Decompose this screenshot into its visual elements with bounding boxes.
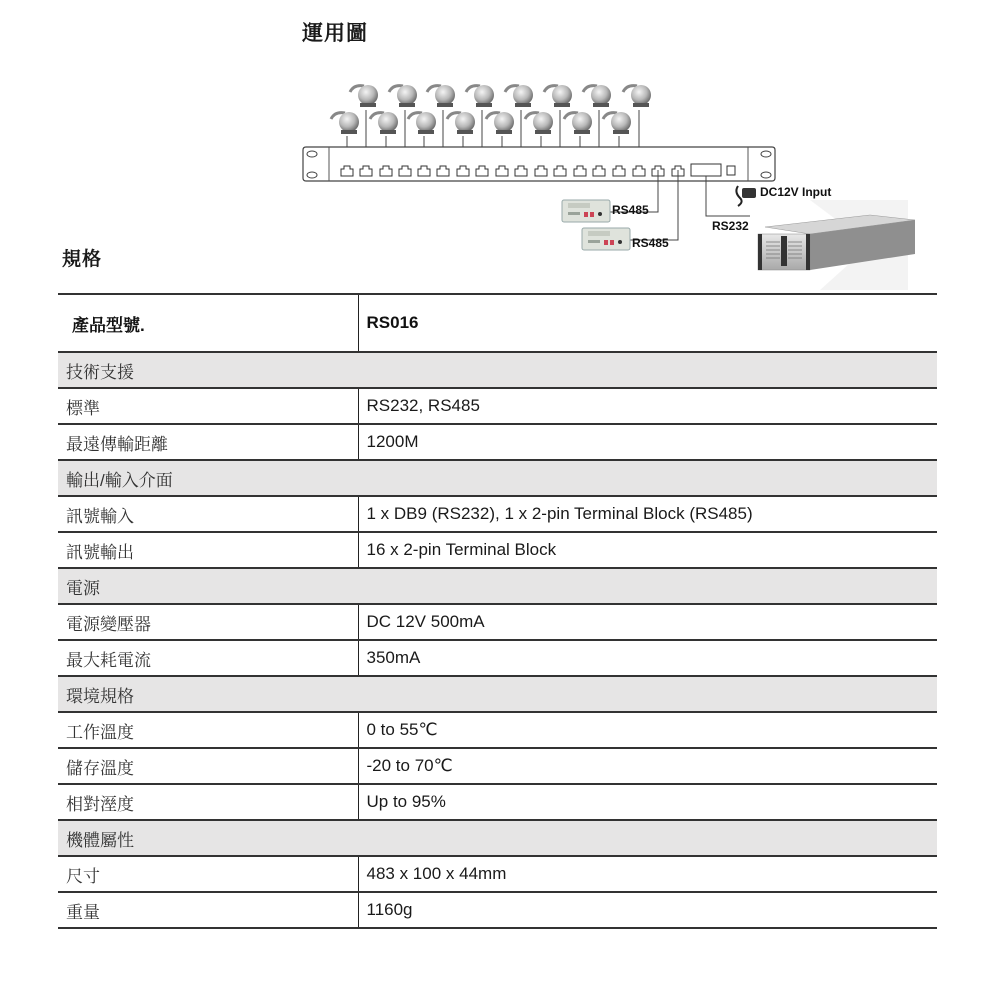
spec-value: 1 x DB9 (RS232), 1 x 2-pin Terminal Block (RS485) [366, 504, 753, 523]
spec-value: Up to 95% [366, 792, 446, 811]
application-diagram-title: 運用圖 [302, 22, 368, 45]
spec-value: RS232, RS485 [366, 396, 480, 415]
spec-value: 1160g [366, 900, 413, 919]
section-row-tech-support [58, 352, 937, 388]
ptz-dome-camera-icon [350, 85, 651, 107]
spec-value: 16 x 2-pin Terminal Block [366, 540, 557, 559]
spec-row-weight [58, 892, 937, 928]
section-row-power [58, 568, 937, 604]
spec-key: 電源變壓器 [58, 604, 358, 640]
spec-key: 最遠傳輸距離 [58, 424, 358, 460]
ptz-dome-camera-icon [331, 112, 631, 134]
spec-row-max-current [58, 640, 937, 676]
section-label: 電源 [58, 568, 937, 604]
spec-title: 規格 [62, 249, 103, 270]
spec-table [58, 293, 937, 929]
spec-row-max-distance [58, 424, 937, 460]
spec-value: DC 12V 500mA [366, 612, 485, 631]
spec-key: 訊號輸入 [58, 496, 358, 532]
spec-key: 標準 [58, 388, 358, 424]
dc-input-label: DC12V Input [760, 185, 832, 199]
section-row-physical [58, 820, 937, 856]
rs485-label-1: RS485 [612, 203, 649, 217]
spec-header-row [58, 294, 937, 352]
spec-key: 儲存溫度 [58, 748, 358, 784]
spec-key: 訊號輸出 [58, 532, 358, 568]
model-label: 產品型號. [58, 294, 358, 352]
application-diagram [290, 70, 930, 290]
spec-key: 最大耗電流 [58, 640, 358, 676]
section-label: 環境規格 [58, 676, 937, 712]
spec-value: 483 x 100 x 44mm [366, 864, 507, 883]
power-adapter-icon [736, 186, 756, 206]
spec-value: 0 to 55℃ [366, 720, 438, 739]
section-label: 機體屬性 [58, 820, 937, 856]
section-label: 技術支援 [58, 352, 937, 388]
spec-row-signal-input [58, 496, 937, 532]
model-value: RS016 [366, 313, 419, 332]
spec-row-humidity [58, 784, 937, 820]
spec-row-power-adapter [58, 604, 937, 640]
spec-row-standard [58, 388, 937, 424]
spec-key: 尺寸 [58, 856, 358, 892]
section-row-environment [58, 676, 937, 712]
spec-key: 重量 [58, 892, 358, 928]
spec-key: 工作溫度 [58, 712, 358, 748]
spec-value: -20 to 70℃ [366, 756, 453, 775]
section-label: 輸出/輸入介面 [58, 460, 937, 496]
rs232-label: RS232 [712, 219, 749, 233]
rs485-label-2: RS485 [632, 236, 669, 250]
spec-value: 350mA [366, 648, 421, 667]
spec-key: 相對溼度 [58, 784, 358, 820]
spec-row-signal-output [58, 532, 937, 568]
spec-row-dimensions [58, 856, 937, 892]
spec-row-operating-temp [58, 712, 937, 748]
section-row-io-interface [58, 460, 937, 496]
spec-value: 1200M [366, 432, 419, 451]
spec-row-storage-temp [58, 748, 937, 784]
rack-distributor-icon [303, 147, 775, 181]
